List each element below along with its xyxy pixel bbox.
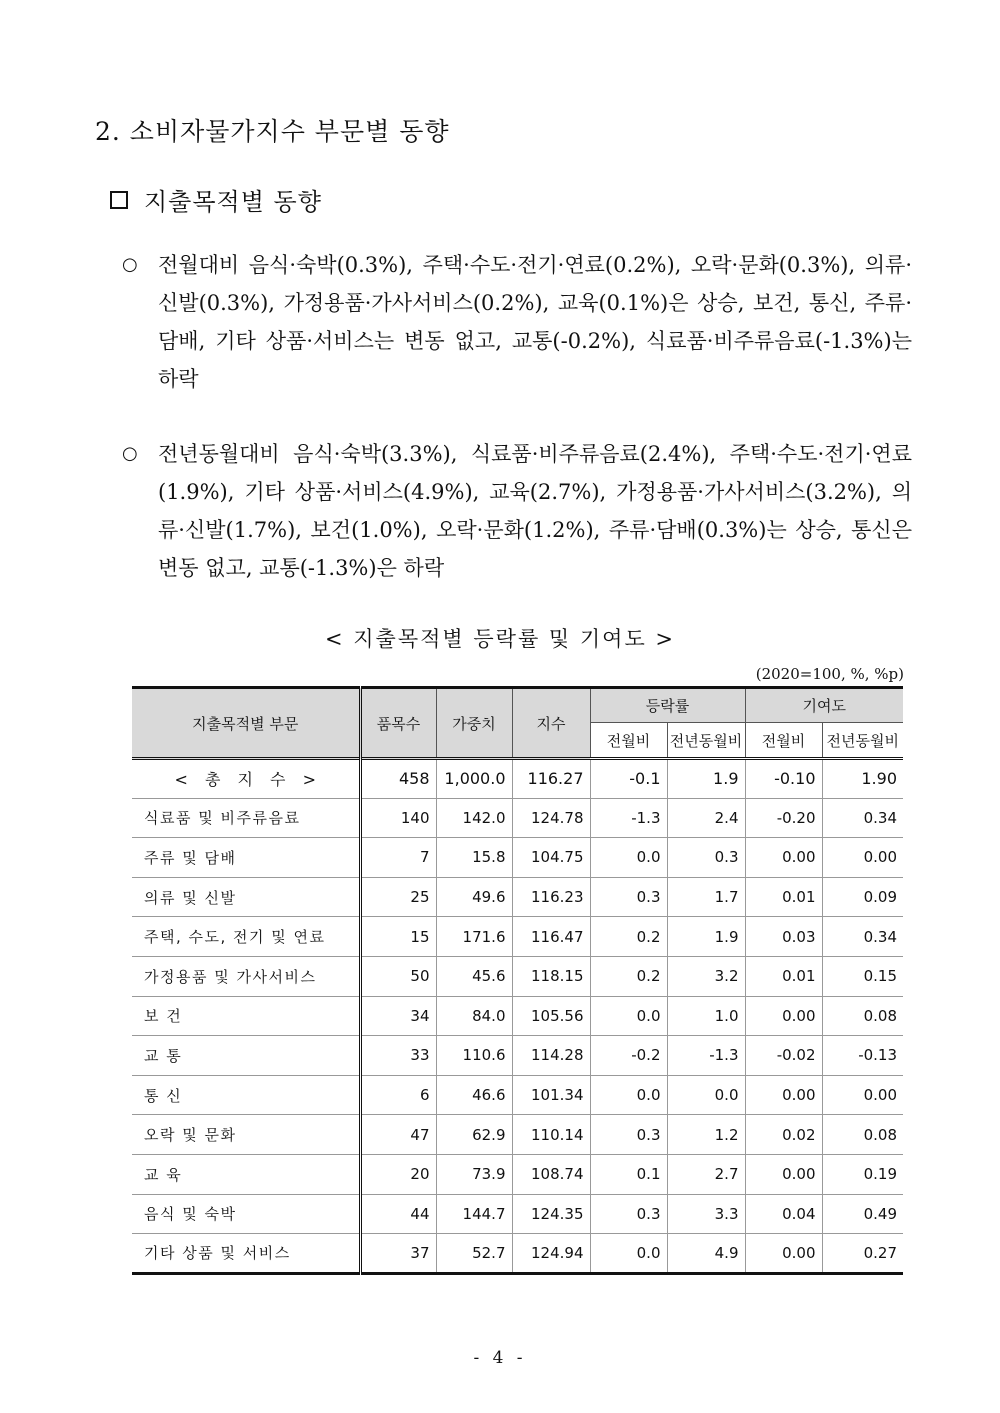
table-cell: 50 xyxy=(360,956,436,996)
table-row xyxy=(132,1115,903,1155)
table-unit-note: (2020=100, %, %p) xyxy=(755,665,904,683)
table-cell: 104.75 xyxy=(512,838,590,878)
table-cell: -0.02 xyxy=(745,1036,822,1076)
table-cell-label: 교 육 xyxy=(132,1154,360,1194)
table-cell: 0.00 xyxy=(745,838,822,878)
table-cell: 144.7 xyxy=(436,1194,512,1234)
table-cell: 171.6 xyxy=(436,917,512,957)
table-cell: 1.2 xyxy=(667,1115,745,1155)
table-cell: 0.19 xyxy=(822,1154,903,1194)
table-cell: 45.6 xyxy=(436,956,512,996)
bullet-text: 전년동월대비 음식·숙박(3.3%), 식료품·비주류음료(2.4%), 주택·수도·전기·연료(1.9%), 기타 상품·서비스(4.9%), 교육(2.7%), 가정용품·가사서비스(3.2%), 의류·신발(1.7%), 보건(1.0%), 오락·문화(1.2%), 주류·담배(0.3%)는 상승, 통신은 변동 없고, 교통(-1.3%)은 하락 xyxy=(158,442,912,580)
table-cell-label: 의류 및 신발 xyxy=(132,877,360,917)
table-cell: 108.74 xyxy=(512,1154,590,1194)
section-title: 2. 소비자물가지수 부문별 동향 xyxy=(95,117,450,146)
table-cell-label: < 총 지 수 > xyxy=(132,759,360,799)
table-cell: 0.0 xyxy=(590,1075,667,1115)
table-cell: 101.34 xyxy=(512,1075,590,1115)
table-cell: 44 xyxy=(360,1194,436,1234)
table-cell-label: 기타 상품 및 서비스 xyxy=(132,1234,360,1274)
table-cell: 0.00 xyxy=(822,1075,903,1115)
table-cell: 4.9 xyxy=(667,1234,745,1274)
table-cell: 0.27 xyxy=(822,1234,903,1274)
header-change-yoy: 전년동월비 xyxy=(667,723,745,759)
bullet-item xyxy=(122,435,912,587)
table-cell: 49.6 xyxy=(436,877,512,917)
table-cell: 1.9 xyxy=(667,917,745,957)
table-cell: 1.90 xyxy=(822,759,903,799)
table-row xyxy=(132,1234,903,1274)
table-cell-label: 주류 및 담배 xyxy=(132,838,360,878)
bullet-text: 전월대비 음식·숙박(0.3%), 주택·수도·전기·연료(0.2%), 오락·문화(0.3%), 의류·신발(0.3%), 가정용품·가사서비스(0.2%), 교육(0.1%)은 상승, 보건, 통신, 주류·담배, 기타 상품·서비스는 변동 없고, 교통(-0.2%), 식료품·비주류음료(-1.3%)는 하락 xyxy=(158,253,912,391)
table-cell: 116.27 xyxy=(512,759,590,799)
table-cell: 0.2 xyxy=(590,956,667,996)
table-cell: 124.35 xyxy=(512,1194,590,1234)
table-cell: 7 xyxy=(360,838,436,878)
table-cell: 0.15 xyxy=(822,956,903,996)
table-body xyxy=(132,759,903,1274)
table-cell: 0.00 xyxy=(745,1075,822,1115)
table-cell: 0.3 xyxy=(590,877,667,917)
table-cell: -0.1 xyxy=(590,759,667,799)
table-cell: 0.00 xyxy=(745,1234,822,1274)
table-cell: 33 xyxy=(360,1036,436,1076)
table-row xyxy=(132,1194,903,1234)
header-weight: 가중치 xyxy=(436,688,512,759)
table-cell: 1.9 xyxy=(667,759,745,799)
table-cell: 37 xyxy=(360,1234,436,1274)
table-cell: 3.3 xyxy=(667,1194,745,1234)
table-cell: 0.08 xyxy=(822,996,903,1036)
table-cell-label: 식료품 및 비주류음료 xyxy=(132,798,360,838)
header-contribution-yoy: 전년동월비 xyxy=(822,723,903,759)
table-cell: 0.0 xyxy=(590,996,667,1036)
table-cell: -1.3 xyxy=(590,798,667,838)
table-row xyxy=(132,1154,903,1194)
table-cell-label: 통 신 xyxy=(132,1075,360,1115)
table-row xyxy=(132,956,903,996)
table-cell: 2.4 xyxy=(667,798,745,838)
table-cell: 47 xyxy=(360,1115,436,1155)
table-cell: 46.6 xyxy=(436,1075,512,1115)
table-row xyxy=(132,798,903,838)
header-change-mom: 전월비 xyxy=(590,723,667,759)
table-cell: 142.0 xyxy=(436,798,512,838)
expenditure-table xyxy=(132,686,903,1275)
header-items: 품목수 xyxy=(360,688,436,759)
table-cell: 15.8 xyxy=(436,838,512,878)
table-cell-label: 주택, 수도, 전기 및 연료 xyxy=(132,917,360,957)
table-row xyxy=(132,838,903,878)
table-cell: 0.49 xyxy=(822,1194,903,1234)
table-cell: 0.2 xyxy=(590,917,667,957)
table-cell: 0.0 xyxy=(590,1234,667,1274)
header-index: 지수 xyxy=(512,688,590,759)
table-cell-label: 가정용품 및 가사서비스 xyxy=(132,956,360,996)
table-row xyxy=(132,996,903,1036)
table-row xyxy=(132,1075,903,1115)
table-cell: 110.14 xyxy=(512,1115,590,1155)
table-cell: 0.01 xyxy=(745,877,822,917)
table-cell: 0.3 xyxy=(667,838,745,878)
circle-bullet-icon: ○ xyxy=(122,443,138,464)
table-cell: 73.9 xyxy=(436,1154,512,1194)
table-header xyxy=(132,688,903,759)
table-cell: 62.9 xyxy=(436,1115,512,1155)
table-cell: 0.02 xyxy=(745,1115,822,1155)
circle-bullet-icon: ○ xyxy=(122,254,138,275)
table-cell: 0.01 xyxy=(745,956,822,996)
table-cell: -0.20 xyxy=(745,798,822,838)
table-cell: 0.1 xyxy=(590,1154,667,1194)
table-cell: 116.23 xyxy=(512,877,590,917)
table-cell-label: 음식 및 숙박 xyxy=(132,1194,360,1234)
table-cell: 25 xyxy=(360,877,436,917)
table-cell: 114.28 xyxy=(512,1036,590,1076)
table-cell: 458 xyxy=(360,759,436,799)
table-cell: 0.08 xyxy=(822,1115,903,1155)
table-cell: 84.0 xyxy=(436,996,512,1036)
table-cell: 1.7 xyxy=(667,877,745,917)
table-row-total xyxy=(132,759,903,799)
table-cell: 3.2 xyxy=(667,956,745,996)
table-cell: 0.09 xyxy=(822,877,903,917)
table-row xyxy=(132,1036,903,1076)
table-cell: -0.13 xyxy=(822,1036,903,1076)
header-contribution: 기여도 xyxy=(745,688,903,723)
header-category: 지출목적별 부문 xyxy=(132,688,360,759)
subsection-title: 지출목적별 동향 xyxy=(144,188,322,216)
table-cell: 140 xyxy=(360,798,436,838)
table-cell: 15 xyxy=(360,917,436,957)
table-cell: 124.78 xyxy=(512,798,590,838)
table-cell: 1.0 xyxy=(667,996,745,1036)
table-cell: 0.3 xyxy=(590,1115,667,1155)
header-contribution-mom: 전월비 xyxy=(745,723,822,759)
bullet-item xyxy=(122,246,912,398)
table-cell: 2.7 xyxy=(667,1154,745,1194)
table-cell: -0.2 xyxy=(590,1036,667,1076)
table-cell: -1.3 xyxy=(667,1036,745,1076)
table-cell: 20 xyxy=(360,1154,436,1194)
table-cell: 52.7 xyxy=(436,1234,512,1274)
table-cell: 0.0 xyxy=(590,838,667,878)
table-cell: 34 xyxy=(360,996,436,1036)
table-cell-label: 보 건 xyxy=(132,996,360,1036)
table-cell: 110.6 xyxy=(436,1036,512,1076)
table-cell: 0.3 xyxy=(590,1194,667,1234)
table-cell: 0.00 xyxy=(745,996,822,1036)
table-cell: 116.47 xyxy=(512,917,590,957)
checkbox-square-icon xyxy=(110,191,128,209)
page-number: - 4 - xyxy=(473,1348,527,1368)
table-cell: 0.00 xyxy=(745,1154,822,1194)
table-cell: -0.10 xyxy=(745,759,822,799)
table-cell: 118.15 xyxy=(512,956,590,996)
table-cell: 0.34 xyxy=(822,917,903,957)
table-cell: 0.34 xyxy=(822,798,903,838)
table-cell-label: 교 통 xyxy=(132,1036,360,1076)
table-caption: < 지출목적별 등락률 및 기여도 > xyxy=(325,627,675,651)
table-cell: 0.0 xyxy=(667,1075,745,1115)
header-change-rate: 등락률 xyxy=(590,688,745,723)
table-cell: 1,000.0 xyxy=(436,759,512,799)
table-cell: 0.00 xyxy=(822,838,903,878)
table-cell: 0.04 xyxy=(745,1194,822,1234)
table-cell: 6 xyxy=(360,1075,436,1115)
table-cell: 105.56 xyxy=(512,996,590,1036)
table-cell: 124.94 xyxy=(512,1234,590,1274)
table-row xyxy=(132,877,903,917)
subsection-heading xyxy=(110,182,322,217)
table-cell: 0.03 xyxy=(745,917,822,957)
table-row xyxy=(132,917,903,957)
table-cell-label: 오락 및 문화 xyxy=(132,1115,360,1155)
